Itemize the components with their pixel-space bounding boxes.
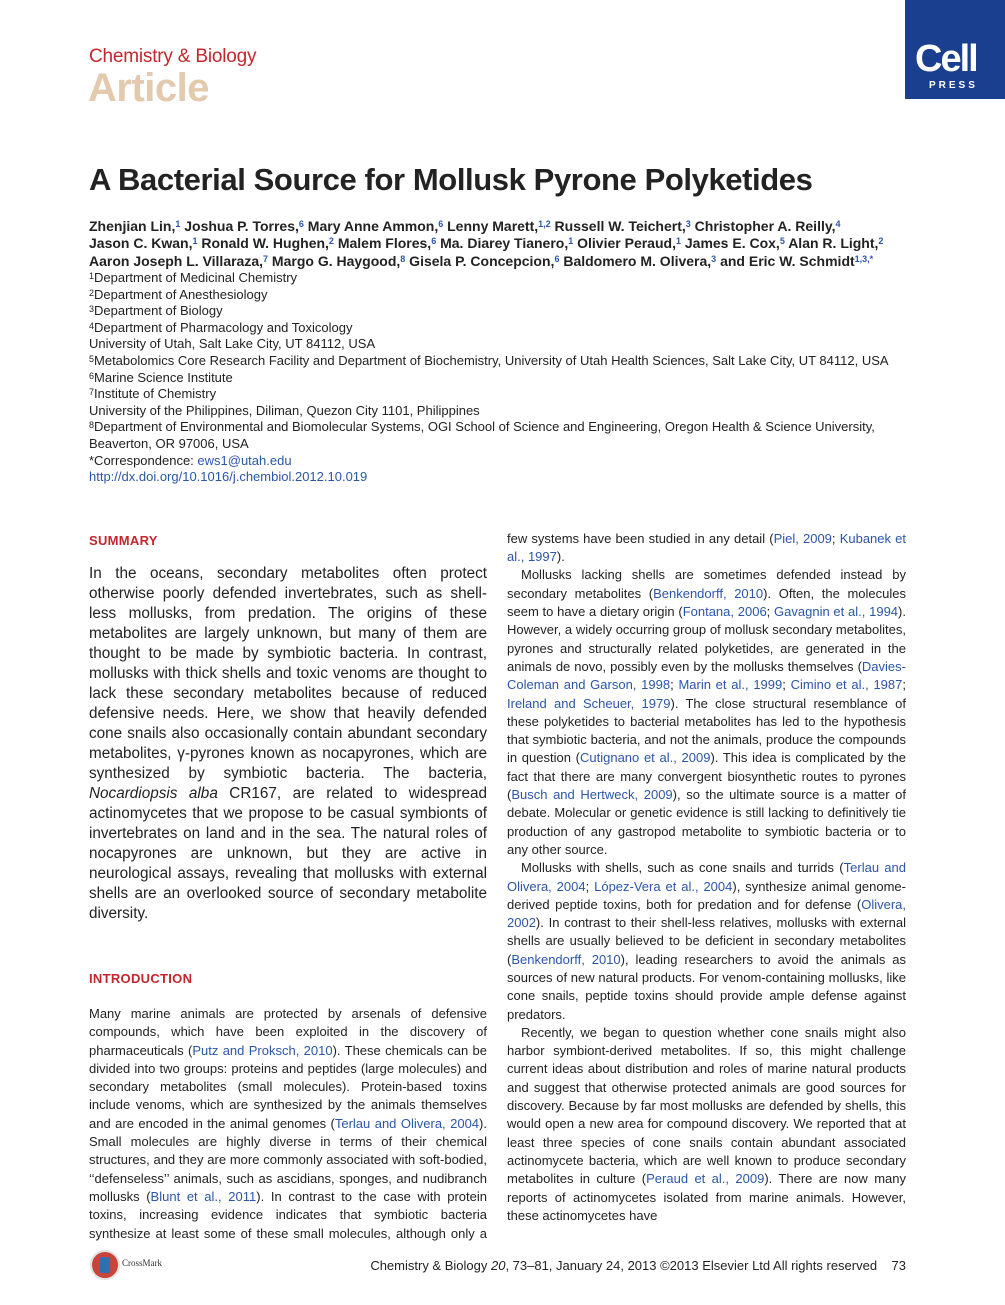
author-name: and Eric W. Schmidt bbox=[716, 252, 855, 269]
summary-heading: SUMMARY bbox=[89, 533, 158, 548]
affiliation-superscript[interactable]: 1,3,* bbox=[854, 253, 874, 264]
affiliation-text: Institute of Chemistry bbox=[94, 386, 217, 402]
species-name: Nocardiopsis alba bbox=[89, 785, 218, 802]
paragraph-text: ; bbox=[782, 677, 791, 693]
affiliation-superscript[interactable]: 7 bbox=[263, 253, 269, 264]
author-name: Mary Anne Ammon, bbox=[303, 218, 439, 234]
crossmark-label: CrossMark bbox=[122, 1258, 162, 1268]
summary-text-part: CR167, are related to widespread actinomycetes that we propose to be casual symbionts of invertebrates on land and in the sea. The natural roles of nocapyrones are unknown, but they are active in neurological assays, revealing that mollusks with external shells are an overlooked source of secondary metabolite diversity. bbox=[89, 785, 487, 922]
author-name: Jason C. Kwan, bbox=[89, 235, 193, 252]
affiliation-superscript[interactable]: 4 bbox=[835, 219, 841, 229]
paragraph-text: ; bbox=[902, 677, 906, 693]
citation-link[interactable]: Cimino et al., 1987 bbox=[790, 677, 903, 693]
affiliation-superscript[interactable]: 2 bbox=[328, 236, 334, 247]
affiliation-line bbox=[89, 270, 919, 287]
paragraph-text: ). The close structural resemblance of these polyketides to bacterial metabolites has led to the hypothesis that symbiotic bacteria, and not the animals, produce the compounds in question ( bbox=[507, 695, 906, 766]
affiliation-line bbox=[89, 403, 919, 420]
citation-link[interactable]: Putz and Proksch, 2010 bbox=[192, 1042, 333, 1058]
author-name: Lenny Marett, bbox=[443, 218, 539, 234]
author-name: Ronald W. Hughen, bbox=[197, 235, 329, 252]
author-list bbox=[89, 218, 909, 270]
affiliation-text: Metabolomics Core Research Facility and Department of Biochemistry, University of Utah Health Sciences, Salt Lake City, UT 84112, USA bbox=[94, 352, 889, 368]
paragraph-text: Mollusks with shells, such as cone snails and turrids ( bbox=[521, 860, 844, 876]
affiliation-line bbox=[89, 303, 919, 320]
affiliation-text: Department of Pharmacology and Toxicology bbox=[94, 319, 353, 335]
affiliation-text: Department of Biology bbox=[94, 303, 223, 319]
affiliation-superscript[interactable]: 6 bbox=[431, 236, 437, 247]
cell-press-logo bbox=[905, 0, 1005, 99]
author-name: Aaron Joseph L. Villaraza, bbox=[89, 252, 264, 269]
author-name: Baldomero M. Olivera, bbox=[559, 252, 712, 269]
doi-line bbox=[89, 469, 919, 486]
paragraph-text: few systems have been studied in any detail ( bbox=[507, 530, 774, 546]
author-name: Russell W. Teichert, bbox=[550, 218, 686, 234]
summary-text-part: In the oceans, secondary metabolites often protect otherwise poorly defended invertebrates, such as shell-less mollusks, from predation. The origins of these metabolites are largely unknown, but many of them are thought to be made by symbiotic bacteria. In contrast, mollusks with thick shells and toxic venoms are thought to lack these secondary metabolites because of reduced defensive needs. Here, we show that heavily defended cone snails also occasionally contain abundant secondary metabolites, γ-pyrones known as nocapyrones, which are synthesized by symbiotic bacteria. The bacteria, bbox=[89, 565, 487, 782]
correspondence-email-link[interactable]: ews1@utah.edu bbox=[197, 452, 292, 468]
paragraph-text: ). There are now many reports of actinomycetes isolated from marine animals. However, these actinomycetes have bbox=[507, 1171, 906, 1223]
author-line bbox=[89, 253, 909, 270]
intro-paragraph bbox=[507, 530, 906, 566]
paragraph-text: ), so the ultimate source is a matter of debate. Molecular or genetic evidence is still lacking to definitively tie production of any gastropod metabolite to symbiotic bacteria or to any other source. bbox=[507, 787, 906, 857]
paragraph-text: Recently, we began to question whether cone snails might also harbor symbiont-derived metabolites. If so, this might challenge current ideas about distribution and roles of marine natural products and suggest that otherwise protected animals are good sources for discovery. Because by far most mollusks are defended by shells, this would open a new area for compound discovery. We reported that at least three species of cone snails contain abundant associated actinomycete bacteria, which are well known to produce secondary metabolites in culture ( bbox=[507, 1024, 906, 1187]
author-name: Joshua P. Torres, bbox=[180, 218, 299, 234]
affiliation-number: 2 bbox=[89, 287, 95, 298]
affiliation-text: Beaverton, OR 97006, USA bbox=[89, 435, 249, 451]
paragraph-text: ), leading researchers to avoid the animals as sources of new natural products. For venom-containing mollusks, like cone snails, peptide toxins should provide ample defense against predators. bbox=[507, 951, 906, 1022]
author-name: Christopher A. Reilly, bbox=[690, 218, 836, 234]
affiliation-superscript[interactable]: 1,2 bbox=[538, 219, 551, 229]
affiliation-superscript[interactable]: 1 bbox=[675, 236, 681, 247]
affiliation-superscript[interactable]: 6 bbox=[438, 219, 444, 229]
author-name: Ma. Diarey Tianero, bbox=[436, 235, 569, 252]
affiliation-superscript[interactable]: 2 bbox=[878, 236, 884, 247]
paragraph-text: ). However, a widely occurring group of mollusk secondary metabolites, pyrones and structurally related polyketides, are generated in the animals de novo, possibly even by the mollusks themselves ( bbox=[507, 604, 906, 674]
affiliation-superscript[interactable]: 3 bbox=[711, 253, 717, 264]
affiliation-line bbox=[89, 336, 919, 353]
citation-link[interactable]: Blunt et al., 2011 bbox=[150, 1188, 257, 1204]
citation-link[interactable]: Terlau and Olivera, 2004 bbox=[334, 1115, 480, 1131]
intro-paragraph bbox=[89, 1005, 487, 1243]
author-name: James E. Cox, bbox=[680, 235, 780, 252]
crossmark-icon bbox=[90, 1250, 120, 1280]
citation-link[interactable]: Olivera, 2002 bbox=[507, 896, 906, 931]
author-name: Alan R. Light, bbox=[784, 235, 879, 252]
column-content bbox=[507, 530, 906, 1225]
citation-link[interactable]: Piel, 2009 bbox=[773, 530, 832, 546]
affiliation-superscript[interactable]: 8 bbox=[400, 253, 406, 264]
citation-link[interactable]: Benkendorff, 2010 bbox=[653, 585, 764, 601]
citation-link[interactable]: Fontana, 2006 bbox=[682, 604, 767, 620]
logo-main-text: Cell bbox=[915, 38, 977, 80]
paragraph-text: ), synthesize animal genome-derived peptide toxins, both for predation and for defense ( bbox=[507, 878, 906, 912]
paragraph-text: ; bbox=[766, 604, 775, 620]
affiliation-line bbox=[89, 287, 919, 304]
footer-citation: Chemistry & Biology bbox=[370, 1258, 491, 1273]
affiliation-number: 1 bbox=[89, 271, 95, 281]
article-title: A Bacterial Source for Mollusk Pyrone Polyketides bbox=[89, 162, 813, 197]
author-name: Zhenjian Lin, bbox=[89, 218, 176, 234]
left-column bbox=[89, 1005, 487, 1243]
paragraph-text: ; bbox=[831, 530, 840, 546]
page-footer bbox=[340, 1258, 906, 1273]
affiliation-superscript[interactable]: 3 bbox=[685, 219, 691, 229]
affiliation-superscript[interactable]: 1 bbox=[192, 236, 198, 247]
citation-link[interactable]: Benkendorff, 2010 bbox=[511, 951, 621, 967]
footer-citation: , 73–81, January 24, 2013 ©2013 Elsevier Ltd All rights reserved bbox=[505, 1258, 878, 1273]
column-content bbox=[89, 1005, 487, 1243]
paragraph-text: ). Small molecules are highly diverse in terms of their chemical structures, and they are more commonly associated with soft-bodied, ‘‘defenseless’’ animals, such as ascidians, sponges, and nudibranch mollusks ( bbox=[89, 1115, 487, 1204]
affiliation-number: 8 bbox=[89, 420, 95, 431]
affiliation-text: University of Utah, Salt Lake City, UT 84112, USA bbox=[89, 336, 376, 352]
affiliation-text: Department of Anesthesiology bbox=[94, 286, 268, 302]
paragraph-text: ; bbox=[670, 677, 679, 693]
affiliation-line bbox=[89, 320, 919, 337]
citation-link[interactable]: Peraud et al., 2009 bbox=[646, 1171, 765, 1187]
article-type-label: Article bbox=[88, 66, 209, 110]
affiliation-line bbox=[89, 386, 919, 403]
logo-sub-text: PRESS bbox=[929, 80, 978, 91]
crossmark-badge[interactable] bbox=[90, 1250, 180, 1280]
summary-text bbox=[89, 564, 487, 924]
citation-link[interactable]: Davies-Coleman and Garson, 1998 bbox=[507, 658, 906, 693]
author-line bbox=[89, 235, 909, 252]
affiliation-number: 5 bbox=[89, 353, 95, 364]
paragraph-text: Mollusks lacking shells are sometimes defended instead by secondary metabolites ( bbox=[507, 567, 906, 601]
citation-link[interactable]: López-Vera et al., 2004 bbox=[594, 878, 733, 894]
correspondence-label: *Correspondence: bbox=[89, 452, 198, 468]
affiliation-number: 4 bbox=[89, 320, 95, 331]
affiliation-number: 7 bbox=[89, 387, 95, 398]
intro-paragraph bbox=[507, 1024, 906, 1225]
citation-link[interactable]: Kubanek et al., 1997 bbox=[507, 530, 906, 565]
paragraph-text: ). In contrast to their shell-less relatives, mollusks with external shells are usually believed to be deficient in secondary metabolites ( bbox=[507, 915, 906, 967]
affiliation-superscript[interactable]: 5 bbox=[779, 236, 785, 247]
citation-link[interactable]: Terlau and Olivera, 2004 bbox=[507, 860, 906, 894]
doi-link[interactable]: http://dx.doi.org/10.1016/j.chembiol.2012.10.019 bbox=[89, 469, 368, 485]
footer-volume: 20 bbox=[490, 1258, 506, 1273]
introduction-heading: INTRODUCTION bbox=[89, 971, 193, 986]
affiliation-text: University of the Philippines, Diliman, Quezon City 1101, Philippines bbox=[89, 402, 480, 418]
paragraph-text: ). bbox=[556, 549, 565, 565]
intro-paragraph bbox=[507, 859, 906, 1024]
intro-paragraph bbox=[507, 566, 906, 859]
paragraph-text: ; bbox=[585, 878, 595, 894]
affiliation-line bbox=[89, 353, 919, 370]
affiliation-line bbox=[89, 436, 919, 453]
affiliation-text: Department of Environmental and Biomolecular Systems, OGI School of Science and Engineering, Oregon Health & Science University, bbox=[94, 419, 875, 435]
citation-link[interactable]: Ireland and Scheuer, 1979 bbox=[507, 695, 671, 711]
right-column bbox=[507, 530, 906, 1243]
affiliation-superscript[interactable]: 1 bbox=[175, 219, 181, 229]
author-name: Gisela P. Concepcion, bbox=[405, 252, 555, 269]
paragraph-text: ). Often, the molecules seem to have a dietary origin ( bbox=[507, 585, 906, 620]
paragraph-text: Many marine animals are protected by arsenals of defensive compounds, which have been exploited in the discovery of pharmaceuticals ( bbox=[89, 1006, 487, 1058]
citation-link[interactable]: Marin et al., 1999 bbox=[678, 677, 783, 693]
citation-link[interactable]: Gavagnin et al., 1994 bbox=[774, 604, 899, 620]
citation-link[interactable]: Busch and Hertweck, 2009 bbox=[511, 787, 673, 803]
paragraph-text: ). This idea is complicated by the fact that there are many convergent biosynthetic routes to pyrones ( bbox=[507, 750, 906, 803]
affiliation-number: 3 bbox=[89, 304, 95, 315]
author-line bbox=[89, 218, 909, 235]
paragraph-text: ). These chemicals can be divided into two groups: proteins and peptides (large molecules) and secondary metabolites (small molecules). Protein-based toxins include venoms, which are synthesized by the animals themselves and are encoded in the animal genomes ( bbox=[89, 1042, 487, 1131]
affiliation-superscript[interactable]: 6 bbox=[298, 219, 304, 229]
journal-name: Chemistry & Biology bbox=[89, 46, 257, 67]
affiliation-list bbox=[89, 270, 919, 486]
citation-link[interactable]: Cutignano et al., 2009 bbox=[579, 750, 711, 766]
page-number: 73 bbox=[891, 1258, 906, 1273]
correspondence bbox=[89, 453, 919, 470]
affiliation-line bbox=[89, 419, 919, 436]
affiliation-text: Department of Medicinal Chemistry bbox=[94, 270, 298, 285]
affiliation-superscript[interactable]: 1 bbox=[568, 236, 574, 247]
affiliation-superscript[interactable]: 6 bbox=[554, 253, 560, 264]
affiliation-number: 6 bbox=[89, 370, 95, 381]
affiliation-text: Marine Science Institute bbox=[94, 369, 233, 385]
author-name: Margo G. Haygood, bbox=[268, 252, 401, 269]
author-name: Malem Flores, bbox=[333, 235, 432, 252]
author-name: Olivier Peraud, bbox=[573, 235, 676, 252]
affiliation-line bbox=[89, 370, 919, 387]
paragraph-text: ). In contrast to the case with protein toxins, increasing evidence indicates that symbiotic bacteria synthesize at least some of these small molecules, although only a bbox=[89, 1188, 487, 1241]
